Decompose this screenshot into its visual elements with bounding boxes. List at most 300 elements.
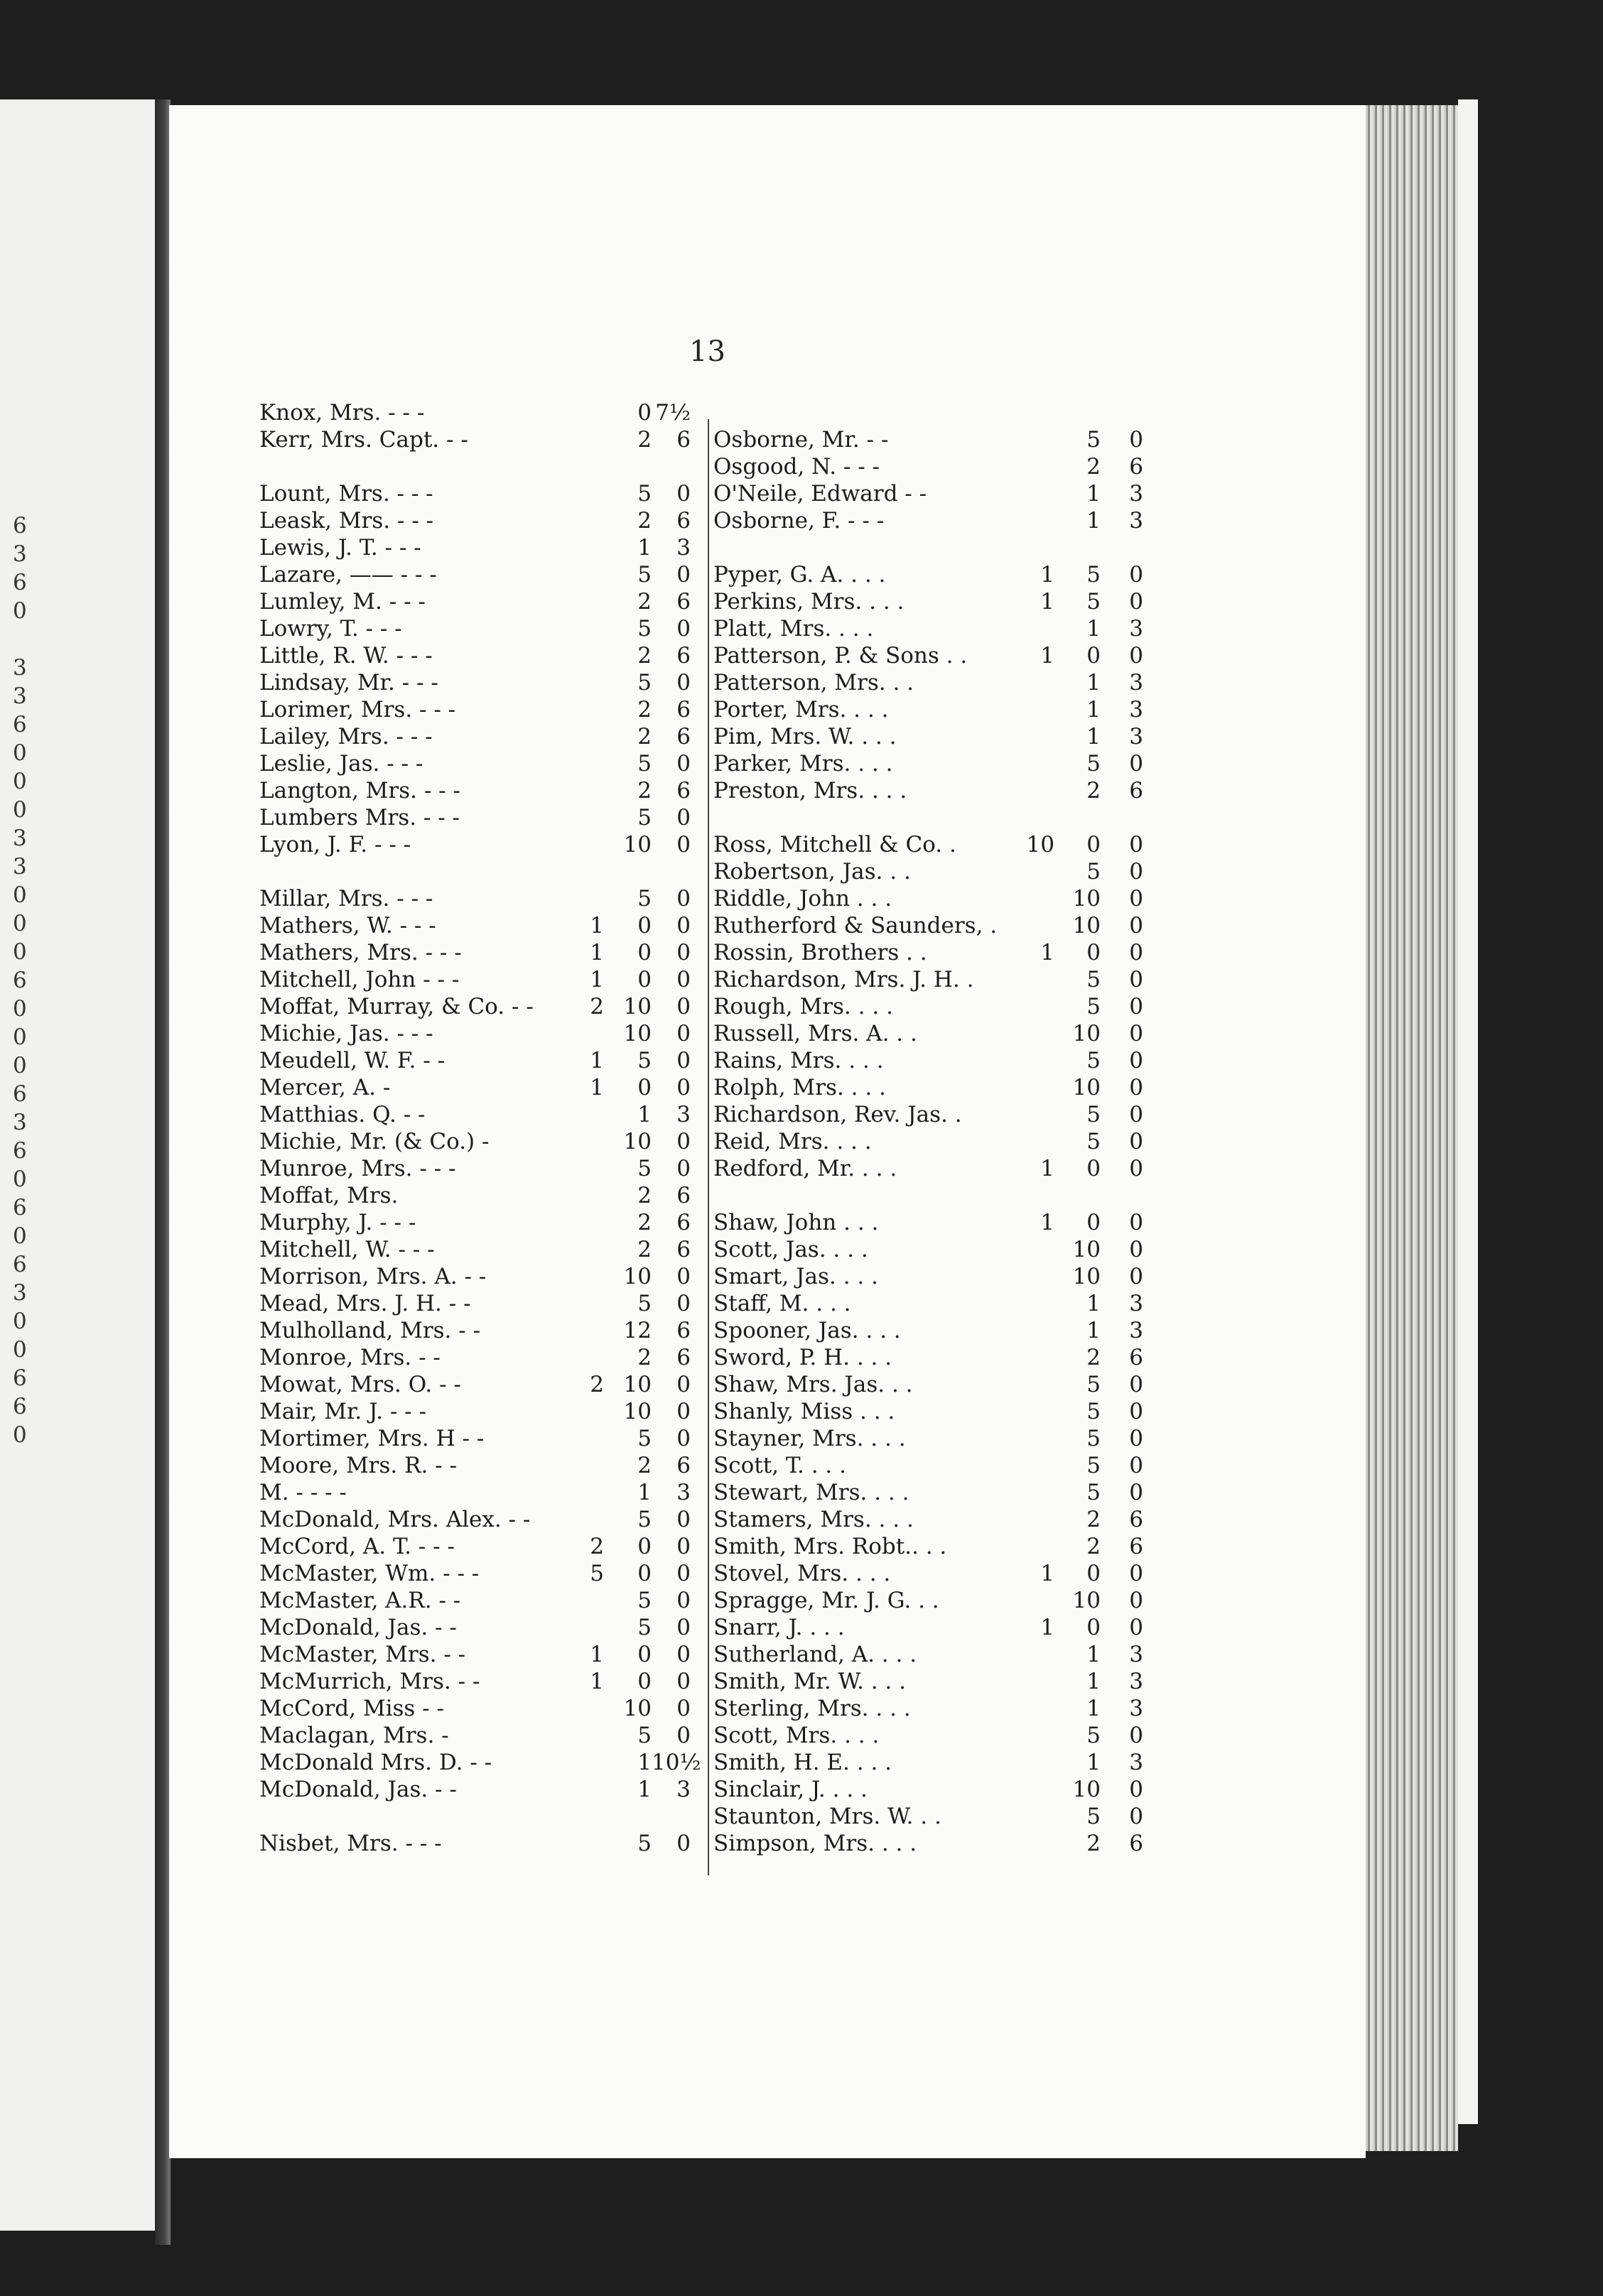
amount-shillings: 2 (1086, 454, 1101, 480)
amount-shillings: 2 (1086, 1507, 1101, 1532)
amount-pence: 0 (1129, 832, 1143, 857)
subscriber-name: McMaster, A.R. - - (259, 1588, 461, 1613)
list-item (713, 1641, 1154, 1668)
facing-page-digit: 3 (13, 854, 27, 879)
cover-edge (1458, 99, 1478, 2124)
subscriber-name: Ross, Mitchell & Co. . (713, 832, 956, 857)
amount-shillings: 5 (1086, 859, 1101, 884)
list-item (259, 1560, 707, 1587)
list-item (259, 453, 707, 480)
subscriber-name: Redford, Mr. . . . (713, 1156, 897, 1181)
subscriber-name: Rolph, Mrs. . . . (713, 1075, 886, 1100)
amount-pounds: 1 (1040, 1561, 1054, 1586)
amount-pence: 3 (1129, 1291, 1143, 1316)
amount-pence: 6 (1129, 778, 1143, 803)
amount-pence: 0 (1129, 1075, 1143, 1100)
facing-page-digit: 0 (13, 740, 27, 766)
facing-page-digit: 6 (13, 1195, 27, 1220)
list-item (259, 642, 707, 669)
amount-pounds: 2 (590, 994, 604, 1019)
facing-page-digit: 3 (13, 825, 27, 851)
amount-pence: 6 (676, 1345, 691, 1370)
amount-pence: 0 (1129, 1804, 1143, 1829)
amount-pounds: 1 (590, 1642, 604, 1667)
list-item (259, 1587, 707, 1614)
amount-shillings: 10 (1072, 1021, 1101, 1046)
subscriber-name: Preston, Mrs. . . . (713, 778, 907, 803)
subscriber-name: Snarr, J. . . . (713, 1615, 845, 1640)
amount-shillings: 10 (623, 1399, 652, 1424)
list-item (713, 804, 1154, 831)
facing-page-digit: 0 (13, 996, 27, 1022)
subscriber-name: Lyon, J. F. - - - (259, 832, 411, 857)
subscriber-name: Mitchell, W. - - - (259, 1237, 435, 1262)
list-item (713, 750, 1154, 777)
amount-pounds: 1 (590, 1048, 604, 1073)
amount-pence: 0 (676, 562, 691, 587)
amount-shillings: 5 (637, 1588, 652, 1613)
list-item (713, 831, 1154, 858)
amount-shillings: 5 (637, 1426, 652, 1451)
list-item (259, 507, 707, 534)
amount-shillings: 5 (1086, 1804, 1101, 1829)
amount-shillings: 10 (623, 1021, 652, 1046)
list-item (259, 831, 707, 858)
subscriber-name: Rossin, Brothers . . (713, 940, 927, 965)
list-item (259, 939, 707, 966)
list-item (259, 1695, 707, 1722)
list-item (713, 615, 1154, 642)
subscriber-name: Scott, Jas. . . . (713, 1237, 868, 1262)
facing-page-digit: 0 (13, 1024, 27, 1050)
amount-pence: 3 (1129, 724, 1143, 749)
amount-pence: 6 (676, 643, 691, 668)
list-item (713, 1371, 1154, 1398)
amount-pence: 3 (676, 1102, 691, 1127)
amount-shillings: 1 (1086, 481, 1101, 507)
amount-pence: 0 (1129, 1237, 1143, 1262)
list-item (713, 1452, 1154, 1479)
amount-pence: 0 (676, 1075, 691, 1100)
amount-shillings: 5 (637, 1831, 652, 1856)
list-item (259, 1074, 707, 1101)
amount-shillings: 5 (637, 1156, 652, 1181)
amount-pence: 0 (676, 481, 691, 507)
facing-page-digit: 3 (13, 1110, 27, 1135)
amount-pence: 0 (1129, 1777, 1143, 1802)
subscriber-name: Smith, Mrs. Robt.. . . (713, 1534, 947, 1559)
list-item (713, 534, 1154, 561)
amount-pence: 0 (676, 1291, 691, 1316)
amount-pence: 0 (1129, 751, 1143, 776)
subscriber-name: Lindsay, Mr. - - - (259, 670, 438, 695)
amount-shillings: 10 (623, 1696, 652, 1721)
subscriber-name: Platt, Mrs. . . . (713, 616, 874, 641)
list-item (713, 1263, 1154, 1290)
amount-pence: 0 (676, 670, 691, 695)
amount-pence: 0 (1129, 589, 1143, 614)
amount-pounds: 5 (590, 1561, 604, 1586)
amount-shillings: 10 (1072, 1237, 1101, 1262)
amount-pence: 6 (676, 1210, 691, 1235)
amount-pence: 0 (676, 1723, 691, 1748)
page-edges (1366, 105, 1458, 2151)
amount-pence: 3 (1129, 670, 1143, 695)
list-item (713, 1695, 1154, 1722)
list-item (713, 1668, 1154, 1695)
amount-shillings: 2 (1086, 1831, 1101, 1856)
list-item (259, 912, 707, 939)
subscriber-list-left (259, 399, 707, 1857)
list-item (259, 1236, 707, 1263)
amount-shillings: 10 (1072, 1075, 1101, 1100)
amount-pence: 3 (1129, 1642, 1143, 1667)
amount-shillings: 2 (637, 1453, 652, 1478)
subscriber-name: Riddle, John . . . (713, 886, 892, 911)
subscriber-name: Lorimer, Mrs. - - - (259, 697, 456, 722)
subscriber-name: Scott, T. . . . (713, 1453, 846, 1478)
facing-page-digit: 0 (13, 911, 27, 936)
facing-page-digit: 0 (13, 882, 27, 908)
list-item (713, 1047, 1154, 1074)
amount-pounds: 1 (1040, 562, 1054, 587)
list-item (259, 1479, 707, 1506)
list-item (713, 1830, 1154, 1857)
amount-pence: 0 (1129, 886, 1143, 911)
amount-shillings: 0 (1086, 1156, 1101, 1181)
amount-shillings: 0 (1086, 1615, 1101, 1640)
facing-page-digit: 3 (13, 683, 27, 709)
amount-shillings: 5 (1086, 1372, 1101, 1397)
subscriber-name: Reid, Mrs. . . . (713, 1129, 872, 1154)
amount-pence: 3 (1129, 1696, 1143, 1721)
list-item (713, 993, 1154, 1020)
amount-pence: 0 (676, 940, 691, 965)
amount-pounds: 1 (590, 967, 604, 992)
list-item (713, 453, 1154, 480)
subscriber-name: Smart, Jas. . . . (713, 1264, 878, 1289)
amount-pence: 0 (676, 1696, 691, 1721)
amount-pence: 0 (676, 1399, 691, 1424)
subscriber-name: McMurrich, Mrs. - - (259, 1669, 480, 1694)
amount-pence: 0 (676, 1021, 691, 1046)
amount-pence: 0 (676, 1507, 691, 1532)
amount-pence: 0 (1129, 967, 1143, 992)
subscriber-name: Lumley, M. - - - (259, 589, 426, 614)
amount-shillings: 0 (637, 1669, 652, 1694)
amount-shillings: 5 (637, 1507, 652, 1532)
list-item (259, 696, 707, 723)
amount-shillings: 1 (1086, 1318, 1101, 1343)
subscriber-name: Rough, Mrs. . . . (713, 994, 893, 1019)
list-item (259, 1506, 707, 1533)
subscriber-name: Spooner, Jas. . . . (713, 1318, 901, 1343)
amount-pence: 0 (676, 994, 691, 1019)
amount-shillings: 0 (1086, 1210, 1101, 1235)
subscriber-name: Matthias. Q. - - (259, 1102, 426, 1127)
list-item (713, 1344, 1154, 1371)
facing-page-digit: 0 (13, 598, 27, 624)
amount-shillings: 5 (1086, 1480, 1101, 1505)
amount-pence: 0 (1129, 1723, 1143, 1748)
amount-shillings: 5 (1086, 967, 1101, 992)
amount-shillings: 10 (1072, 1777, 1101, 1802)
list-item (259, 480, 707, 507)
amount-pounds: 2 (590, 1372, 604, 1397)
amount-shillings: 1 (1086, 616, 1101, 641)
list-item (713, 939, 1154, 966)
amount-pence: 0 (676, 967, 691, 992)
facing-page-digit: 6 (13, 570, 27, 595)
subscriber-name: Nisbet, Mrs. - - - (259, 1831, 442, 1856)
subscriber-name: Simpson, Mrs. . . . (713, 1831, 917, 1856)
facing-page-digit: 6 (13, 1365, 27, 1391)
subscriber-name: McCord, Miss - - (259, 1696, 444, 1721)
list-item (713, 1074, 1154, 1101)
subscriber-name: Moffat, Mrs. (259, 1183, 399, 1208)
amount-pence: 6 (1129, 1831, 1143, 1856)
list-item (259, 1803, 707, 1830)
amount-pence: 0 (1129, 1399, 1143, 1424)
amount-pence: 0 (1129, 1426, 1143, 1451)
amount-shillings: 5 (1086, 562, 1101, 587)
amount-shillings: 5 (637, 1723, 652, 1748)
subscriber-name: Osborne, Mr. - - (713, 427, 889, 453)
subscriber-name: Mead, Mrs. J. H. - - (259, 1291, 471, 1316)
amount-shillings: 0 (1086, 832, 1101, 857)
list-item (259, 1614, 707, 1641)
subscriber-name: Porter, Mrs. . . . (713, 697, 889, 722)
subscriber-name: Lumbers Mrs. - - - (259, 805, 460, 830)
list-item (713, 507, 1154, 534)
amount-shillings: 1 (1086, 724, 1101, 749)
subscriber-name: Morrison, Mrs. A. - - (259, 1264, 487, 1289)
amount-pence: 6 (676, 427, 691, 453)
list-item (713, 1803, 1154, 1830)
amount-shillings: 10 (1072, 1588, 1101, 1613)
subscriber-name: McDonald, Jas. - - (259, 1615, 457, 1640)
list-item (259, 1290, 707, 1317)
amount-pounds: 1 (1040, 1615, 1054, 1640)
amount-pence: 3 (676, 1777, 691, 1802)
subscriber-name: Osgood, N. - - - (713, 454, 880, 480)
amount-shillings: 2 (637, 508, 652, 534)
facing-page-digit: 6 (13, 513, 27, 538)
subscriber-name: Sterling, Mrs. . . . (713, 1696, 911, 1721)
amount-pence: 0 (676, 1156, 691, 1181)
list-item (259, 777, 707, 804)
list-item (713, 1182, 1154, 1209)
subscriber-name: Kerr, Mrs. Capt. - - (259, 427, 468, 453)
amount-pounds: 1 (1040, 940, 1054, 965)
amount-pence: 0 (1129, 1156, 1143, 1181)
subscriber-name: Murphy, J. - - - (259, 1210, 416, 1235)
list-item (713, 426, 1154, 453)
amount-pence: 0 (1129, 1372, 1143, 1397)
subscriber-name: Staunton, Mrs. W. . . (713, 1804, 941, 1829)
amount-pence: 3 (1129, 1318, 1143, 1343)
amount-pence: 0 (676, 886, 691, 911)
list-item (259, 750, 707, 777)
facing-page-digit: 3 (13, 655, 27, 681)
amount-pence: 3 (1129, 481, 1143, 507)
amount-shillings: 1 (1086, 1291, 1101, 1316)
subscriber-name: Moffat, Murray, & Co. - - (259, 994, 534, 1019)
subscriber-name: Stovel, Mrs. . . . (713, 1561, 891, 1586)
amount-pence: 0 (676, 1669, 691, 1694)
amount-shillings: 0 (637, 1561, 652, 1586)
amount-shillings: 2 (637, 1345, 652, 1370)
list-item (259, 1371, 707, 1398)
amount-pence: 0 (676, 1264, 691, 1289)
list-item (259, 804, 707, 831)
subscriber-name: Rains, Mrs. . . . (713, 1048, 884, 1073)
amount-pence: 7½ (655, 400, 691, 426)
list-item (259, 1830, 707, 1857)
amount-shillings: 5 (1086, 1399, 1101, 1424)
list-item (259, 561, 707, 588)
subscriber-name: McDonald Mrs. D. - - (259, 1750, 492, 1775)
amount-shillings: 1 (1086, 670, 1101, 695)
amount-shillings: 1 (1086, 1750, 1101, 1775)
amount-pence: 3 (1129, 697, 1143, 722)
subscriber-name: Patterson, Mrs. . . (713, 670, 914, 695)
subscriber-name: Langton, Mrs. - - - (259, 778, 460, 803)
subscriber-name: Little, R. W. - - - (259, 643, 433, 668)
facing-page (0, 99, 155, 2231)
amount-shillings: 2 (637, 778, 652, 803)
amount-pence: 0 (676, 616, 691, 641)
subscriber-name: Monroe, Mrs. - - (259, 1345, 441, 1370)
amount-shillings: 5 (637, 616, 652, 641)
list-item (259, 1209, 707, 1236)
list-item (713, 399, 1154, 426)
list-item (713, 1425, 1154, 1452)
amount-shillings: 1 (1086, 697, 1101, 722)
amount-shillings: 1 (637, 535, 652, 561)
subscriber-name: Shaw, John . . . (713, 1210, 879, 1235)
amount-pence: 3 (676, 1480, 691, 1505)
amount-shillings: 5 (637, 1291, 652, 1316)
amount-shillings: 0 (637, 913, 652, 938)
amount-pounds: 1 (1040, 1156, 1054, 1181)
subscriber-name: Leask, Mrs. - - - (259, 508, 434, 534)
subscriber-name: Parker, Mrs. . . . (713, 751, 893, 776)
amount-pence: 0 (676, 832, 691, 857)
subscriber-name: Pim, Mrs. W. . . . (713, 724, 897, 749)
list-item (713, 885, 1154, 912)
list-item (713, 1317, 1154, 1344)
amount-shillings: 2 (637, 427, 652, 453)
list-item (713, 1398, 1154, 1425)
list-item (259, 1317, 707, 1344)
facing-page-digit: 3 (13, 1280, 27, 1306)
amount-pence: 0 (1129, 1021, 1143, 1046)
list-item (713, 1479, 1154, 1506)
list-item (713, 480, 1154, 507)
subscriber-name: Smith, H. E. . . . (713, 1750, 892, 1775)
subscriber-name: Shanly, Miss . . . (713, 1399, 895, 1424)
amount-pence: 6 (676, 778, 691, 803)
amount-pence: 0 (1129, 994, 1143, 1019)
list-item (713, 966, 1154, 993)
amount-shillings: 5 (637, 1048, 652, 1073)
amount-shillings: 5 (637, 886, 652, 911)
amount-shillings: 10 (1072, 1264, 1101, 1289)
amount-shillings: 2 (637, 589, 652, 614)
subscriber-name: Sutherland, A. . . . (713, 1642, 917, 1667)
list-item (259, 1155, 707, 1182)
amount-pence: 0 (676, 1588, 691, 1613)
amount-shillings: 10 (1072, 913, 1101, 938)
list-item (713, 1533, 1154, 1560)
list-item (713, 1560, 1154, 1587)
amount-shillings: 2 (637, 1210, 652, 1235)
amount-pence: 3 (1129, 1750, 1143, 1775)
amount-pence: 3 (1129, 1669, 1143, 1694)
subscriber-name: McDonald, Mrs. Alex. - - (259, 1507, 531, 1532)
subscriber-name: McMaster, Wm. - - - (259, 1561, 480, 1586)
amount-pence: 0 (1129, 1264, 1143, 1289)
amount-shillings: 5 (637, 481, 652, 507)
list-item (713, 1587, 1154, 1614)
list-item (713, 642, 1154, 669)
amount-pence: 0 (1129, 1561, 1143, 1586)
amount-shillings: 1 (637, 1480, 652, 1505)
facing-page-digit: 0 (13, 1422, 27, 1448)
amount-pence: 0 (1129, 427, 1143, 453)
list-item (259, 885, 707, 912)
amount-pence: 0 (676, 1048, 691, 1073)
amount-shillings: 2 (1086, 1345, 1101, 1370)
subscriber-name: Sinclair, J. . . . (713, 1777, 868, 1802)
facing-page-digit: 0 (13, 1053, 27, 1078)
amount-pounds: 1 (1040, 643, 1054, 668)
amount-shillings: 5 (637, 1615, 652, 1640)
subscriber-name: Richardson, Rev. Jas. . (713, 1102, 962, 1127)
amount-pence: 0 (676, 751, 691, 776)
list-item (713, 696, 1154, 723)
subscriber-name: Perkins, Mrs. . . . (713, 589, 905, 614)
amount-pence: 0 (1129, 1102, 1143, 1127)
subscriber-name: Lewis, J. T. - - - (259, 535, 421, 561)
subscriber-name: Lazare, —— - - - (259, 562, 437, 587)
amount-shillings: 1 (637, 1102, 652, 1127)
amount-pence: 0 (676, 1642, 691, 1667)
amount-pounds: 1 (590, 1075, 604, 1100)
amount-shillings: 10 (623, 1129, 652, 1154)
amount-pence: 0 (1129, 859, 1143, 884)
amount-shillings: 10 (1072, 886, 1101, 911)
amount-shillings: 2 (637, 724, 652, 749)
facing-page-digit: 0 (13, 1309, 27, 1334)
subscriber-name: Michie, Mr. (& Co.) - (259, 1129, 490, 1154)
amount-shillings: 5 (1086, 994, 1101, 1019)
subscriber-name: Moore, Mrs. R. - - (259, 1453, 457, 1478)
subscriber-name: Osborne, F. - - - (713, 508, 885, 534)
amount-shillings: 1 (1086, 1669, 1101, 1694)
amount-shillings: 5 (1086, 1426, 1101, 1451)
facing-page-digit: 0 (13, 939, 27, 965)
list-item (259, 399, 707, 426)
subscriber-name: Lowry, T. - - - (259, 616, 402, 641)
facing-page-digit: 6 (13, 1252, 27, 1277)
amount-shillings: 2 (637, 697, 652, 722)
amount-shillings: 5 (1086, 1723, 1101, 1748)
list-item (259, 1128, 707, 1155)
subscriber-name: Munroe, Mrs. - - - (259, 1156, 456, 1181)
amount-pence: 0 (676, 1831, 691, 1856)
